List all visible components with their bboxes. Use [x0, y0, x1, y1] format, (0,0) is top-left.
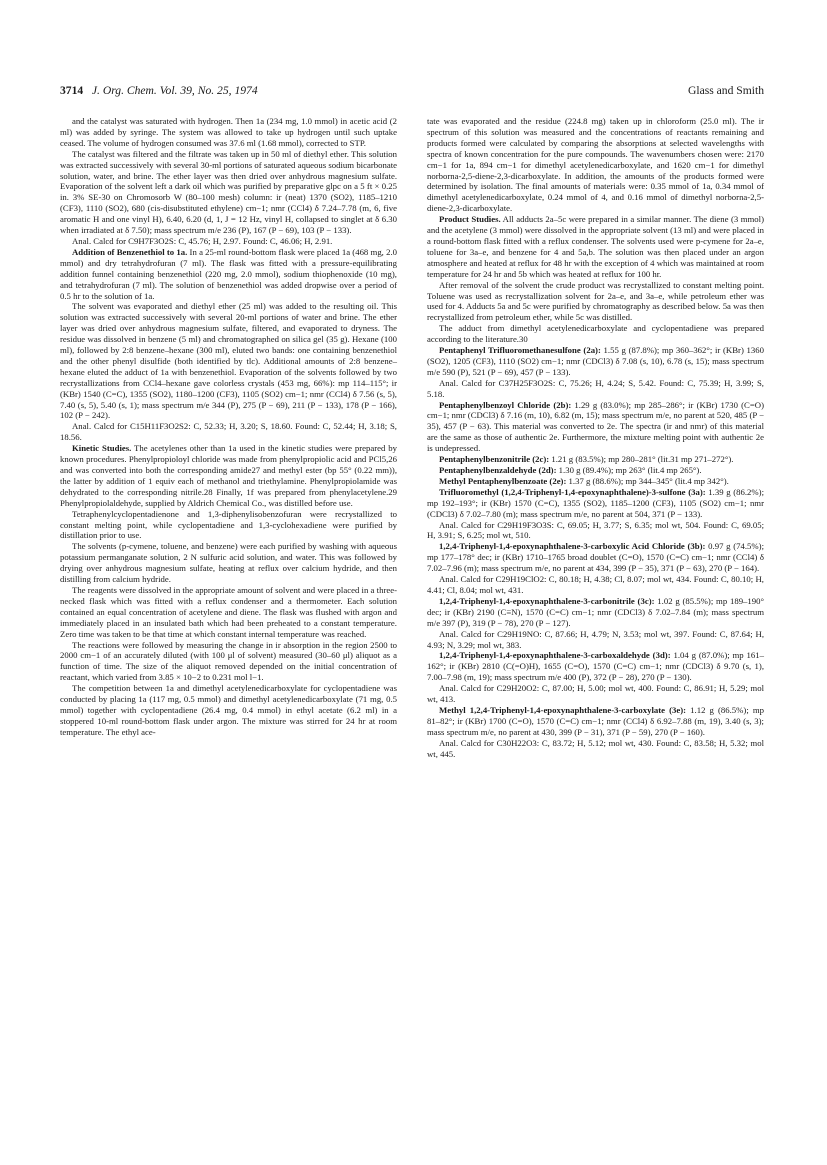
paragraph-text: Anal. Calcd for C9H7F3O2S: C, 45.76; H, 2.97. Found: C, 46.06; H, 2.91. — [72, 235, 333, 246]
paragraph-text: The solvents (p-cymene, toluene, and benzene) were each purified by washing with aqueous potassium permanganate solution, 2 N sulfuric acid solution, and water. This was followed by drying over anhydrous magnesium sulfate, heating at reflux over calcium hydride, and then distilling from calcium hydride. — [60, 541, 397, 585]
section-heading: Addition of Benzenethiol to 1a. — [72, 246, 188, 257]
paragraph-text: Tetraphenylcyclopentadienone and 1,3-diphenylisobenzofuran were recrystallized to constant melting point, while cyclopentadiene and 1,3-cyclohexadiene were purified by distillation prior to use. — [60, 508, 397, 541]
paragraph — [427, 541, 764, 574]
paragraph-text: The reactions were followed by measuring the change in ir absorption in the region 2500 to 2000 cm−1 of an accurately diluted (with 100 μl of solvent) measured (30–60 μl) aliquot as a function of time. The size of the aliquot removed depended on the initial concentration of reactant, which varied from 3.85 × 10−2 to 0.231 mol l−1. — [60, 639, 397, 683]
paragraph — [60, 443, 397, 508]
paragraph — [60, 509, 397, 542]
paragraph-text: After removal of the solvent the crude product was recrystallized to constant melting point. Toluene was used as recrystallization solvent for 2a–e, and 3a–e, while petroleum ether was used for 4. Adducts 5a and 5c were purified by chromatography as described below. 5a was then recrystallized from petroleum ether, while 5c was distilled. — [427, 279, 764, 323]
paragraph — [427, 116, 764, 214]
paragraph — [60, 640, 397, 684]
paragraph-text: 0.97 g (74.5%); mp 177–178° dec; ir (KBr) 1710–1765 broad doublet (C=O), 1570 (C=C) cm−1; nmr (CCl4) δ 7.02–7.96 (m); mass spectrum m/e, no parent at 434, 399 (P − 35), 371 (P − 63), 270 (P − 164). — [427, 541, 765, 574]
paragraph — [60, 301, 397, 421]
paragraph-text: Anal. Calcd for C37H25F3O2S: C, 75.26; H, 4.24; S, 5.42. Found: C, 75.39; H, 3.99; S, 5.18. — [427, 377, 764, 399]
paragraph — [427, 520, 764, 542]
section-heading: Pentaphenylbenzaldehyde (2d): — [439, 465, 557, 475]
section-heading: Pentaphenylbenzonitrile (2c): — [439, 454, 550, 465]
paragraph — [427, 574, 764, 596]
paragraph — [60, 149, 397, 236]
paragraph — [60, 421, 397, 443]
section-heading: 1,2,4-Triphenyl-1,4-epoxynaphthalene-3-carboxylic Acid Chloride (3b): — [439, 541, 706, 552]
paragraph-text: Anal. Calcd for C30H22O3: C, 83.72; H, 5.12; mol wt, 430. Found: C, 83.58; H, 5.32; mol wt, 445. — [427, 737, 764, 759]
page-number: 3714 — [60, 84, 84, 97]
paragraph-text: The reagents were dissolved in the appropriate amount of solvent and were placed in a three-necked flask which was fitted with a reflux condenser and a thermometer. Each solution contained an equal concentration of acetylene and diene. The flask was flushed with argon and immediately placed in an insulated bath which had been preheated to a constant temperature. Zero time was taken to be that time at which constant internal temperature was reached. — [60, 584, 397, 639]
section-heading: 1,2,4-Triphenyl-1,4-epoxynaphthalene-3-carboxaldehyde (3d): — [439, 650, 671, 661]
paragraph — [427, 345, 764, 378]
paragraph — [427, 323, 764, 345]
paragraph — [427, 465, 764, 476]
paragraph — [60, 116, 397, 149]
paragraph-text: 1.02 g (85.5%); mp 189–190° dec; ir (KBr) 2190 (C≡N), 1570 (C=C) cm−1; nmr (CDCl3) δ 7.02–7.84 (m); mass spectrum m/e 397 (P), 319 (P − 78), 270 (P − 127). — [427, 595, 764, 628]
paragraph — [60, 247, 397, 302]
paragraph-text: 1.12 g (86.5%); mp 81–82°; ir (KBr) 1700 (C=O), 1570 (C=C) cm−1; nmr (CCl4) δ 6.92–7.88 (m, 19), 3.40 (s, 3); mass spectrum m/e, no parent at 430, 399 (P − 31), 371 (P − 59), 270 (P − 160). — [427, 704, 764, 737]
paragraph — [60, 683, 397, 738]
paragraph — [427, 487, 764, 520]
paragraph-text: and the catalyst was saturated with hydrogen. Then 1a (234 mg, 1.0 mmol) in acetic acid (2 ml) was added by syringe. The system was allowed to take up hydrogen until such uptake ceased. The volume of hydrogen consumed was 37.6 ml (1.68 mmol), corrected to STP. — [60, 116, 397, 148]
paragraph-text: 1.29 g (83.0%); mp 285–286°; ir (KBr) 1730 (C=O) cm−1; nmr (CDCl3) δ 7.16 (m, 10), 6.82 (m, 15); mass spectrum m/e, no parent at 520, 485 (P − 35), 457 (P − 63). This material was converted to 2e. The spectra (ir and nmr) of this material are the same as those of authentic 2e. Furthermore, the mixture melting point with authentic 2e is undepressed. — [427, 399, 764, 454]
paragraph-text: Anal. Calcd for C29H19F3O3S: C, 69.05; H, 3.77; S, 6.35; mol wt, 504. Found: C, 69.05; H, 3.91; S, 6.25; mol wt, 510. — [427, 519, 764, 541]
paragraph-text: 1.37 g (88.6%); mp 344–345° (lit.4 mp 342°). — [566, 475, 729, 486]
paragraph — [427, 683, 764, 705]
paragraph — [60, 236, 397, 247]
paragraph-text: The solvent was evaporated and diethyl ether (25 ml) was added to the resulting oil. This solution was extracted successively with several 20-ml portions of water and brine. The ether layer was dried over anhydrous magnesium sulfate, filtered, and evaporated to dryness. The residue was dissolved in benzene (5 ml) and chromatographed on silica gel (35 g). Hexane (100 ml), followed by 2:8 benzene–hexane (300 ml), eluted two bands: one containing benzenethiol and the other phenyl disulfide (both identified by tlc). Additional amounts of 2:8 benzene–hexane eluted the adduct of 1a with benzenethiol. Evaporation of the solvents followed by two recrystallizations from CCl4–hexane gave colorless crystals (453 mg, 66%): mp 114–115°; ir (KBr) 1540 (C=C), 1355 (SO2), 1180–1200 (CF3), 1105 (SO2) cm−1; nmr (CCl4) δ 7.56 (s, 5), 7.40 (s, 5), 5.40 (s, 1); mass spectrum m/e 344 (P), 275 (P − 69), 211 (P − 133), 178 (P − 166), 102 (P − 242). — [60, 301, 397, 421]
paragraph-text: 1.30 g (89.4%); mp 263° (lit.4 mp 265°). — [556, 465, 702, 475]
paragraph — [427, 596, 764, 629]
running-header — [60, 84, 764, 100]
section-heading: Trifluoromethyl (1,2,4-Triphenyl-1,4-epoxynaphthalene)-3-sulfone (3a): — [439, 486, 706, 497]
left-column — [60, 116, 397, 738]
paragraph — [427, 454, 764, 465]
paragraph-text: The adduct from dimethyl acetylenedicarboxylate and cyclopentadiene was prepared according to the literature.30 — [427, 323, 764, 345]
paragraph — [427, 400, 764, 455]
section-heading: Pentaphenylbenzoyl Chloride (2b): — [439, 399, 572, 410]
paragraph-text: 1.55 g (87.8%); mp 360–362°; ir (KBr) 1360 (SO2), 1205 (CF3), 1110 (SO2) cm−1; nmr (CDCl3) δ 7.08 (s, 10), 6.78 (s, 15); mass spectrum m/e 590 (P), 521 (P − 69), 457 (P − 133). — [427, 345, 764, 377]
paragraph-text: tate was evaporated and the residue (224.8 mg) taken up in chloroform (25.0 ml). The ir spectrum of this solution was measured and the concentrations of reactants remaining and products formed were calculated by comparing the absorptions at selected wavelengths with spectra of known concentration for the pure compounds. The wavenumbers chosen were: 2170 cm−1 for 1a, 894 cm−1 for dimethyl acetylenedicarboxylate, and 1620 cm−1 for dimethyl norborna-2,5-diene-2,3-dicarboxylate. In addition, the amounts of the products formed were determined by isolation. The final amounts of materials were: 0.35 mmol of 1a, 0.34 mmol of dimethyl acetylenedicarboxylate, 0.24 mmol of 4, and 0.16 mmol of dimethyl norborna-2,5-diene-2,3-dicarboxylate. — [427, 116, 764, 214]
section-heading: Methyl Pentaphenylbenzoate (2e): — [439, 475, 567, 486]
section-heading: 1,2,4-Triphenyl-1,4-epoxynaphthalene-3-carbonitrile (3c): — [439, 595, 655, 606]
paragraph-text: The competition between 1a and dimethyl acetylenedicarboxylate for cyclopentadiene was conducted by placing 1a (117 mg, 0.5 mmol) and dimethyl acetylenedicarboxylate (71 mg, 0.5 mmol) together with cyclopentadiene (26.4 mg, 0.4 mmol) in ethyl acetate (6.2 ml) in a stoppered 10-ml round-bottom flask under argon. The mixture was stirred for 24 hr at room temperature. The ethyl ace- — [60, 683, 397, 737]
section-heading: Pentaphenyl Trifluoromethanesulfone (2a): — [439, 345, 601, 356]
right-column — [427, 116, 764, 759]
paragraph-text: Anal. Calcd for C29H19NO: C, 87.66; H, 4.79; N, 3.53; mol wt, 397. Found: C, 87.64; H, 4.93; N, 3.29; mol wt, 383. — [427, 628, 764, 650]
paragraph-text: Anal. Calcd for C29H19ClO2: C, 80.18; H, 4.38; Cl, 8.07; mol wt, 434. Found: C, 80.10; H, 4.41; Cl, 8.04; mol wt, 431. — [427, 574, 764, 595]
paragraph-text: In a 25-ml round-bottom flask were placed 1a (468 mg, 2.0 mmol) and dry tetrahydrofuran (7 ml). The flask was fitted with a pressure-equilibrating addition funnel containing benzenethiol (220 mg, 2.0 mmol), sodium thiophenoxide (10 mg), and tetrahydrofuran (7 ml). The solution of benzenethiol was added dropwise over a period of 0.5 hr to the solution of 1a. — [60, 246, 397, 301]
paragraph — [427, 280, 764, 324]
paragraph — [60, 541, 397, 585]
paragraph — [427, 476, 764, 487]
paragraph-text: 1.21 g (83.5%); mp 280–281° (lit.31 mp 271–272°). — [549, 454, 734, 465]
paragraph-text: 1.04 g (87.0%); mp 161–162°; ir (KBr) 2810 (C(=O)H), 1655 (C=O), 1570 (C=C) cm−1; nmr (CDCl3) δ 9.70 (s, 1), 7.00–7.98 (m, 19); mass spectrum m/e 400 (P), 372 (P − 28), 270 (P − 130). — [427, 650, 764, 683]
paragraph-text: The catalyst was filtered and the filtrate was taken up in 50 ml of diethyl ether. This solution was extracted successively with several 30-ml portions of saturated aqueous sodium bicarbonate solution, water, and brine. The ether layer was then dried over anhydrous magnesium sulfate. Evaporation of the solvent left a dark oil which was purified by preparative glpc on a 5 ft × 0.25 in. 3% SE-30 on Chromosorb W (80–100 mesh) column: ir (neat) 1370 (SO2), 1185–1210 (CF3), 1110 (SO2), 680 (cis-disubstituted ethylene) cm−1; nmr (CCl4) δ 7.24–7.78 (m, 6, five aromatic H and one vinyl H), 6.40, 6.20 (d, 1, J = 12 Hz, vinyl H, collapsed to singlet at δ 6.30 when irradiated at δ 7.50); mass spectrum m/e 236 (P), 167 (P − 69), 103 (P − 133). — [60, 148, 397, 236]
paragraph — [60, 585, 397, 640]
paragraph — [427, 650, 764, 683]
paragraph — [427, 738, 764, 760]
paragraph-text: All adducts 2a–5c were prepared in a similar manner. The diene (3 mmol) and the acetylene (3 mmol) were dissolved in the appropriate solvent (13 ml) and were placed in a round-bottom flask fitted with a reflux condenser. The solvents used were p-cymene for 2a–e, toluene for 3a–e, and benzene for 4 and 5a,b. The solution was then placed under an argon atmosphere and heated at reflux for 48 hr with the exception of 4 which was maintained at room temperature for 24 hr and 5b which was heated at reflux for 100 hr. — [427, 214, 764, 279]
journal-citation: J. Org. Chem. Vol. 39, No. 25, 1974 — [91, 84, 258, 97]
header-left — [60, 84, 258, 97]
paragraph — [427, 378, 764, 400]
paragraph-text: 1.39 g (86.2%); mp 192–193°; ir (KBr) 1570 (C=C), 1355 (SO2), 1185–1200 (CF3), 1105 (SO2) cm−1; nmr (CDCl3) δ 7.02–7.80 (m); mass spectrum m/e, no parent at 504, 371 (P − 133). — [427, 486, 764, 519]
paragraph-text: The acetylenes other than 1a used in the kinetic studies were prepared by known procedures. Phenylpropioloyl chloride was made from phenylpropiolic acid and PCl5,26 and was converted into both the corresponding amide27 and methyl ester (bp 55° (0.22 mm)), the latter by addition of 1 equiv each of methanol and triethylamine. Phenylpropiolamide was dehydrated to the corresponding nitrile.28 Finally, 1f was prepared from phenylacetylene.29 Phenylpropiolaldehyde, supplied by Aldrich Chemical Co., was distilled before use. — [60, 443, 397, 508]
paragraph-text: Anal. Calcd for C29H20O2: C, 87.00; H, 5.00; mol wt, 400. Found: C, 86.91; H, 5.29; mol wt, 413. — [427, 683, 764, 705]
paragraph-text: Anal. Calcd for C15H11F3O2S2: C, 52.33; H, 3.20; S, 18.60. Found: C, 52.44; H, 3.18; S, 18.56. — [60, 421, 397, 443]
paragraph — [427, 629, 764, 651]
section-heading: Methyl 1,2,4-Triphenyl-1,4-epoxynaphthalene-3-carboxylate (3e): — [439, 704, 687, 715]
section-heading: Kinetic Studies. — [72, 443, 132, 454]
paragraph — [427, 705, 764, 738]
section-heading: Product Studies. — [439, 214, 501, 225]
author-names: Glass and Smith — [687, 84, 764, 97]
paragraph — [427, 214, 764, 279]
